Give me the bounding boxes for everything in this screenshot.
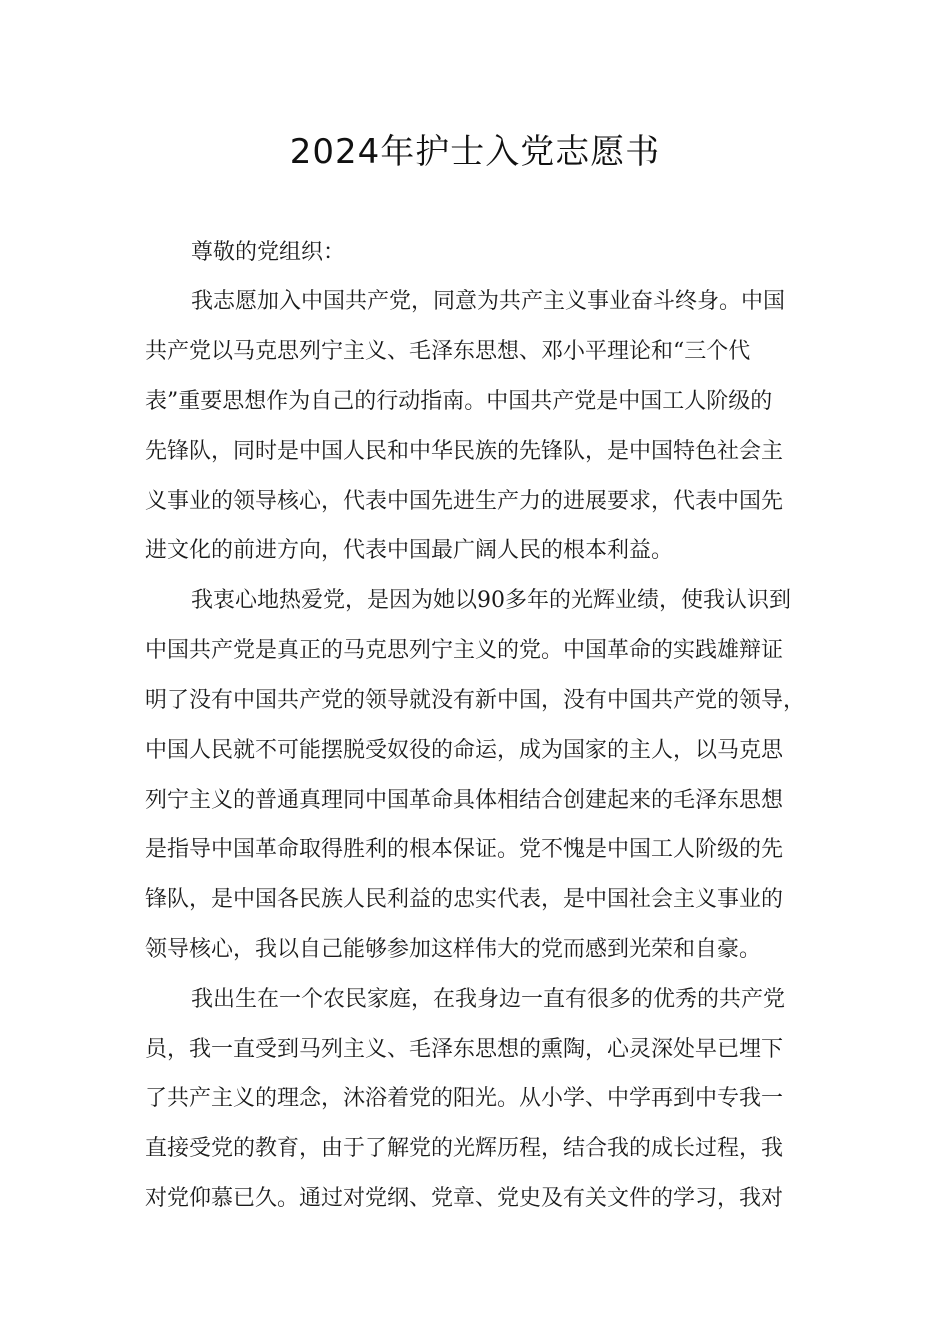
- paragraph-2-line: 锋队，是中国各民族人民利益的忠实代表，是中国社会主义事业的: [145, 887, 784, 912]
- paragraph-2-line: 是指导中国革命取得胜利的根本保证。党不愧是中国工人阶级的先: [145, 837, 784, 862]
- salutation: 尊敬的党组织：: [191, 240, 346, 265]
- paragraph-2-line: 领导核心，我以自己能够参加这样伟大的党而感到光荣和自豪。: [145, 937, 762, 962]
- paragraph-2-line: 中国共产党是真正的马克思列宁主义的党。中国革命的实践雄辩证: [145, 638, 784, 663]
- document-title: 2024年护士入党志愿书: [289, 132, 661, 172]
- paragraph-3-line: 对党仰慕已久。通过对党纲、党章、党史及有关文件的学习，我对: [145, 1186, 784, 1211]
- paragraph-2-line: 明了没有中国共产党的领导就没有新中国，没有中国共产党的领导，: [145, 688, 806, 713]
- paragraph-3-line: 了共产主义的理念，沐浴着党的阳光。从小学、中学再到中专我一: [145, 1086, 784, 1111]
- paragraph-1-line: 进文化的前进方向，代表中国最广阔人民的根本利益。: [145, 538, 674, 563]
- paragraph-1-line: 共产党以马克思列宁主义、毛泽东思想、邓小平理论和“三个代: [145, 339, 751, 364]
- paragraph-2-line: 我衷心地热爱党，是因为她以90多年的光辉业绩，使我认识到: [191, 588, 791, 613]
- paragraph-3-line: 我出生在一个农民家庭，在我身边一直有很多的优秀的共产党: [191, 987, 786, 1012]
- paragraph-1-line: 表”重要思想作为自己的行动指南。中国共产党是中国工人阶级的: [145, 389, 773, 414]
- paragraph-2-line: 中国人民就不可能摆脱受奴役的命运，成为国家的主人，以马克思: [145, 738, 784, 763]
- paragraph-3-line: 直接受党的教育，由于了解党的光辉历程，结合我的成长过程，我: [145, 1136, 784, 1161]
- paragraph-2-line: 列宁主义的普通真理同中国革命具体相结合创建起来的毛泽东思想: [145, 788, 784, 813]
- paragraph-1-line: 我志愿加入中国共产党，同意为共产主义事业奋斗终身。中国: [191, 289, 786, 314]
- paragraph-1-line: 先锋队，同时是中国人民和中华民族的先锋队，是中国特色社会主: [145, 439, 784, 464]
- paragraph-3-line: 员，我一直受到马列主义、毛泽东思想的熏陶，心灵深处早已埋下: [145, 1037, 784, 1062]
- paragraph-1-line: 义事业的领导核心，代表中国先进生产力的进展要求，代表中国先: [145, 489, 784, 514]
